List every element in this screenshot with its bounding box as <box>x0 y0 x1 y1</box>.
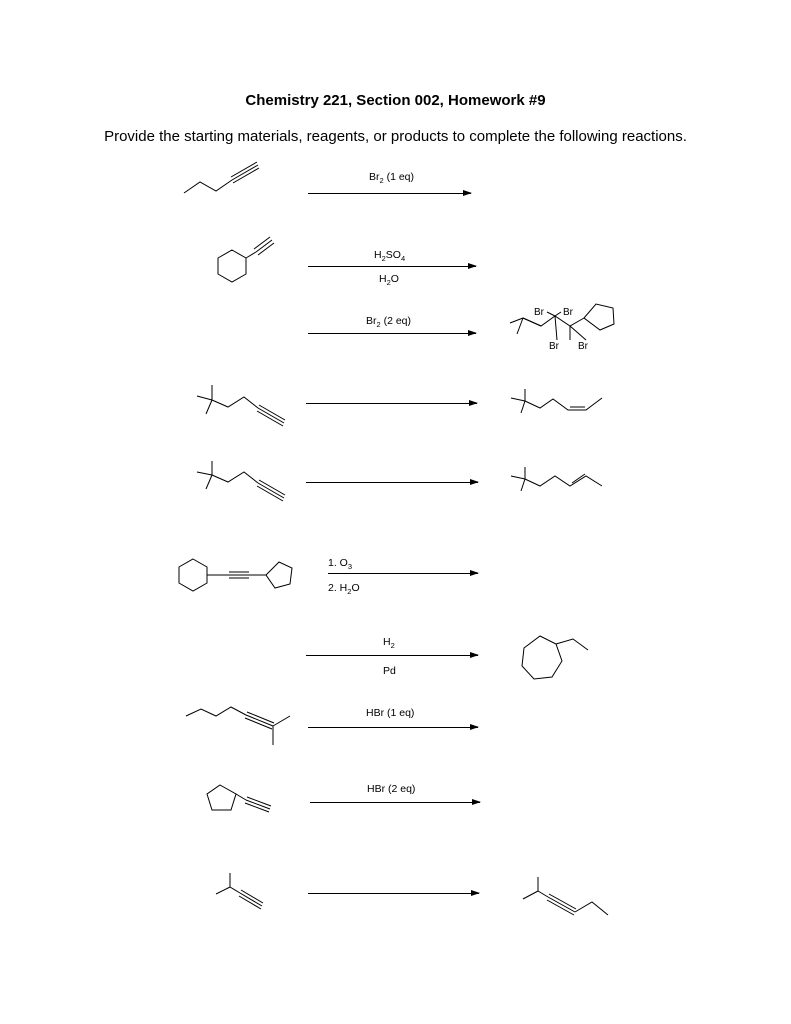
reaction-9-starting-material <box>207 785 271 812</box>
reaction-2-reagent-top: $H_2SO_4$ <box>374 249 406 264</box>
reaction-6-reagent-top: 1. $O_3$ <box>328 557 353 572</box>
reaction-1-reagent: $Br_2$ (1 eq) <box>369 171 415 186</box>
bromine-label: Br <box>578 341 588 352</box>
reaction-4-product <box>511 389 602 413</box>
reaction-3-reagent: $Br_2$ (2 eq) <box>366 315 412 330</box>
reaction-8-starting-material <box>186 707 290 745</box>
reaction-5-product <box>511 467 602 491</box>
reaction-4-starting-material <box>197 385 285 426</box>
reaction-2-starting-material <box>218 237 274 282</box>
reaction-3-product <box>510 304 614 352</box>
reaction-7-reagent-top: $H_2$ <box>383 636 395 651</box>
reaction-7-product <box>522 636 588 679</box>
reaction-10-product <box>523 877 608 915</box>
reaction-7-reagent-bottom: Pd <box>383 665 396 677</box>
reaction-6-reagent-bottom: 2. $H_2O$ <box>328 582 360 597</box>
bromine-label: Br <box>549 341 559 352</box>
page-title: Chemistry 221, Section 002, Homework #9 <box>245 92 546 109</box>
instructions: Provide the starting materials, reagents, or products to complete the following reactions. <box>104 128 687 145</box>
reaction-8-reagent: HBr (1 eq) <box>366 707 415 719</box>
reaction-1-starting-material <box>184 162 259 193</box>
bromine-label: Br <box>534 307 544 318</box>
reaction-6-starting-material <box>179 559 292 591</box>
reaction-5-starting-material <box>197 461 285 501</box>
bromine-label: Br <box>563 307 573 318</box>
reaction-9-reagent: HBr (2 eq) <box>367 783 416 795</box>
reaction-2-reagent-bottom: $H_2O$ <box>379 273 399 288</box>
reaction-10-starting-material <box>216 873 263 909</box>
